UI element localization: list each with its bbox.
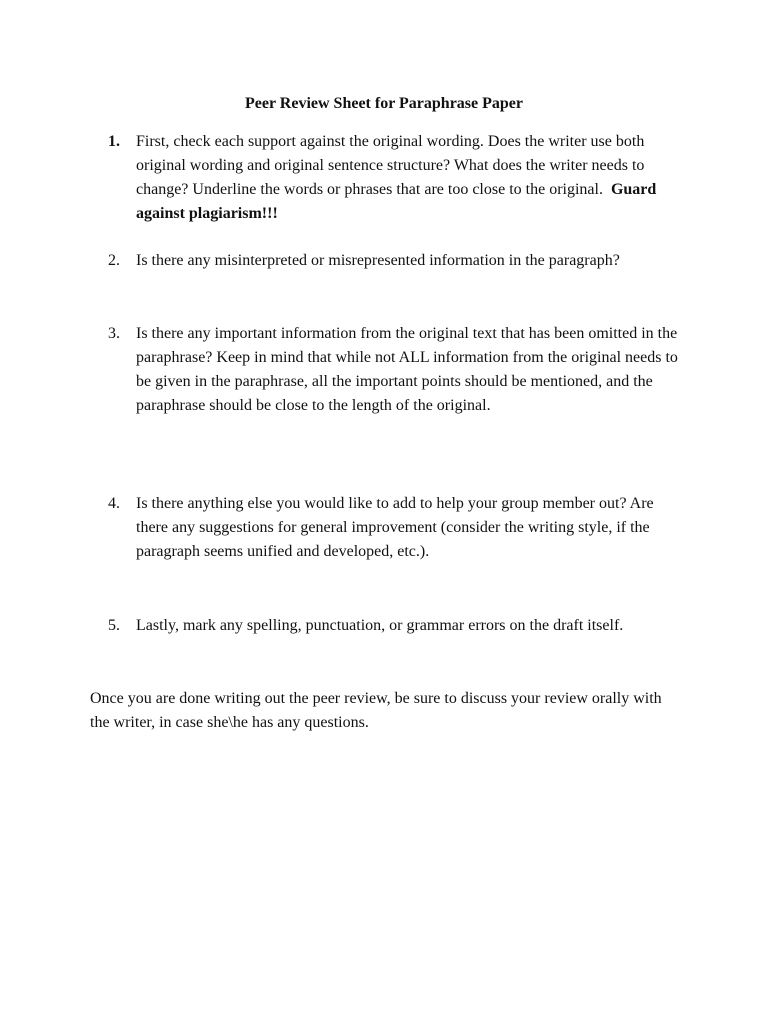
document-title: Peer Review Sheet for Paraphrase Paper xyxy=(245,95,523,112)
question-item-3 xyxy=(108,322,688,418)
question-item-4 xyxy=(108,492,688,564)
question-number: 4. xyxy=(108,495,120,512)
question-number: 3. xyxy=(108,325,120,342)
question-item-5 xyxy=(108,614,688,638)
question-text xyxy=(136,130,688,226)
question-number: 2. xyxy=(108,252,120,269)
question-text: Is there anything else you would like to add to help your group member out? Are there any suggestions for general improvement (consider the writing style, if the paragraph seems unified and developed, etc.). xyxy=(136,495,654,560)
question-item-1 xyxy=(108,130,688,226)
question-item-2 xyxy=(108,249,688,273)
question-number: 5. xyxy=(108,617,120,634)
plagiarism-warning: Guard against plagiarism!!! xyxy=(136,181,657,222)
question-text: Is there any misinterpreted or misrepresented information in the paragraph? xyxy=(136,252,620,269)
question-body: First, check each support against the original wording. Does the writer use both original wording and original sentence structure? What does the writer needs to change? Underline the words or phrases that are too close to the original. xyxy=(136,133,645,198)
closing-paragraph: Once you are done writing out the peer review, be sure to discuss your review orally with the writer, in case she\he has any questions. xyxy=(90,690,662,731)
question-text: Is there any important information from the original text that has been omitted in the paraphrase? Keep in mind that while not ALL information from the original needs to be given in the paraphrase, all the important points should be mentioned, and the paraphrase should be close to the length of the original. xyxy=(136,325,678,414)
question-number: 1. xyxy=(108,133,120,150)
question-text: Lastly, mark any spelling, punctuation, or grammar errors on the draft itself. xyxy=(136,617,624,634)
